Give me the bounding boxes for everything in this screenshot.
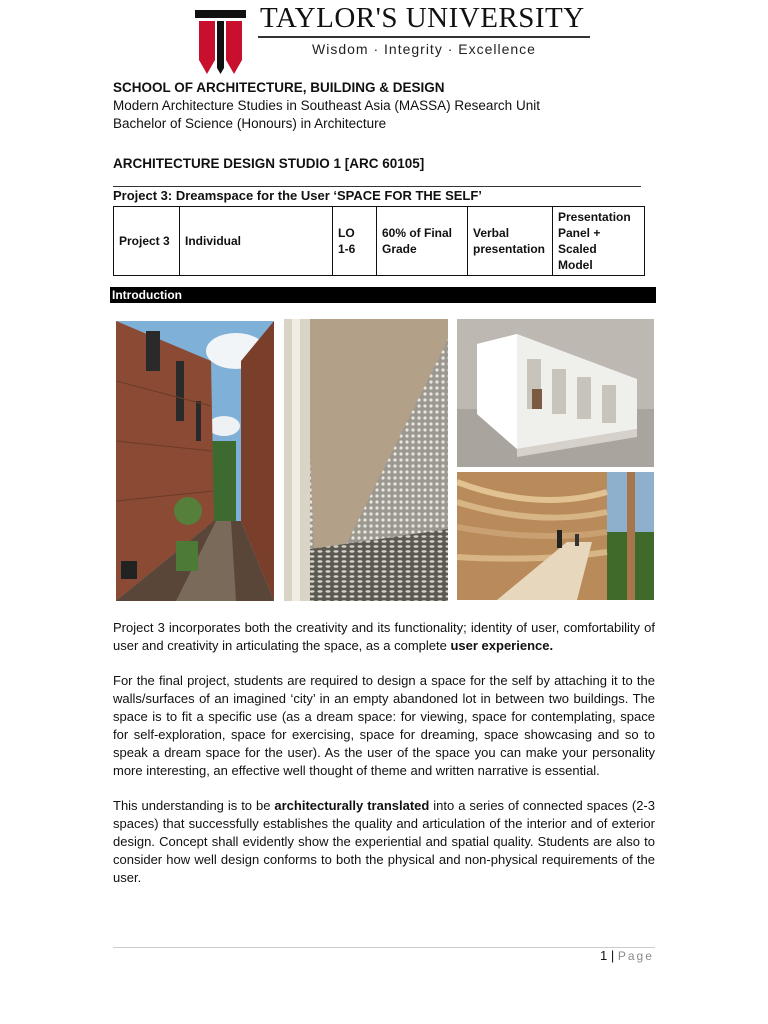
footer-divider	[113, 947, 655, 948]
university-motto: Wisdom · Integrity · Excellence	[312, 41, 536, 57]
page-number-separator: |	[607, 948, 618, 963]
cell-type: Individual	[180, 207, 333, 276]
project-info-table	[113, 206, 645, 276]
photo-perforated-screen	[284, 319, 448, 601]
page-label: Page	[617, 949, 654, 963]
cell-submission-line2: Panel + Scaled	[558, 226, 601, 256]
project-title: Project 3: Dreamspace for the User ‘SPACE FOR THE SELF’	[113, 188, 482, 203]
cell-presentation-line1: Verbal	[473, 226, 510, 240]
programme-name: Bachelor of Science (Honours) in Architecture	[113, 116, 387, 131]
university-logo-icon	[193, 8, 248, 76]
school-name: SCHOOL OF ARCHITECTURE, BUILDING & DESIGN	[113, 80, 445, 95]
intro-paragraph-1-emphasis: user experience.	[450, 638, 554, 653]
table-row	[114, 207, 645, 276]
intro-paragraph-2: For the final project, students are required to design a space for the self by attaching it to the walls/surfaces of an imagined ‘city’ in an empty abandoned lot in between two buildings. The space is to fit a specific use (as a dream space: for viewing, space for contemplating, space for self-exploration, space for exercising, space for dreaming, space showcasing and so to speak a dream space for the user). As the user of the space you can make your personality more interesting, an effective well thought of theme and written narrative is essential.	[113, 673, 655, 778]
page-number	[600, 948, 654, 963]
photo-scale-model	[457, 319, 654, 467]
intro-paragraph-1-text: Project 3 incorporates both the creativity and its functionality; identity of user, comfortability of user and creativity in articulating the space, as a complete	[113, 620, 655, 653]
university-name: TAYLOR'S UNIVERSITY	[260, 2, 585, 34]
page-number-value: 1	[600, 948, 608, 963]
intro-paragraph-3-text-a: This understanding is to be	[113, 798, 275, 813]
section-heading-introduction: Introduction	[110, 287, 656, 303]
cell-weight	[377, 207, 468, 276]
cell-weight-line1: 60% of Final	[382, 226, 453, 240]
cell-lo-line2: 1-6	[338, 242, 356, 256]
photo-timber-pavilion	[457, 472, 654, 600]
intro-paragraph-3-text-b: into a series of connected spaces (2-3 spaces) that successfully establishes the quality and articulation of the interior and of exterior design. Concept shall evidently show the experiential and spatial quality. Students are also to consider how well design conforms to both the physical and non-physical requirements of the user.	[113, 798, 655, 885]
cell-submission-line3: Model	[558, 258, 593, 272]
cell-submission	[553, 207, 645, 276]
intro-paragraph-1	[113, 619, 655, 655]
cell-lo-line1: LO	[338, 226, 355, 240]
intro-paragraph-3	[113, 797, 655, 887]
photo-brick-alley	[116, 321, 274, 601]
course-title: ARCHITECTURE DESIGN STUDIO 1 [ARC 60105]	[113, 156, 425, 171]
cell-lo	[333, 207, 377, 276]
header-divider	[258, 36, 590, 38]
project-divider	[113, 186, 641, 187]
cell-project: Project 3	[114, 207, 180, 276]
intro-paragraph-3-emphasis: architecturally translated	[274, 798, 430, 813]
research-unit: Modern Architecture Studies in Southeast Asia (MASSA) Research Unit	[113, 98, 540, 113]
cell-submission-line1: Presentation	[558, 210, 631, 224]
cell-presentation-line2: presentation	[473, 242, 546, 256]
cell-weight-line2: Grade	[382, 242, 417, 256]
cell-presentation	[468, 207, 553, 276]
